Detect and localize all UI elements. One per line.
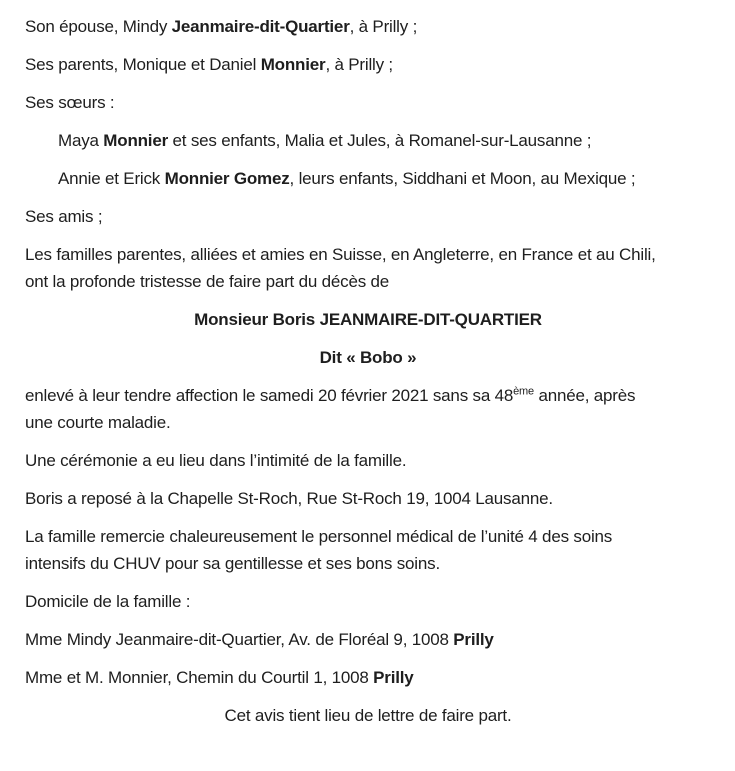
thanks-line-1: La famille remercie chaleureusement le personnel médical de l’unité 4 des soins — [25, 527, 613, 546]
deceased-nickname-title: Dit « Bobo » — [319, 348, 417, 367]
text-run: enlevé à leur tendre affection le samedi 20 février 2021 sans sa 48 — [25, 386, 514, 405]
text-run: Maya — [58, 131, 104, 150]
text-run: Mme Mindy Jeanmaire-dit-Quartier, Av. de Floréal 9, 1008 — [25, 630, 454, 649]
paragraph-sisters-header: Ses sœurs : — [25, 93, 115, 112]
paragraph-repose: Boris a reposé à la Chapelle St-Roch, Rue St-Roch 19, 1004 Lausanne. — [25, 489, 553, 508]
text-run: année, après — [533, 386, 636, 405]
paragraph-address-header: Domicile de la famille : — [25, 592, 191, 611]
paragraph-thanks — [25, 523, 711, 577]
thanks-line-2: intensifs du CHUV pour sa gentillesse et ses bons soins. — [25, 554, 440, 573]
paragraph-spouse — [25, 13, 711, 40]
text-run-bold: Monnier — [260, 55, 326, 74]
text-run-bold: Prilly — [453, 630, 494, 649]
ordinal-superscript: ème — [513, 385, 534, 398]
text-run-bold: Monnier Gomez — [164, 169, 290, 188]
text-run-bold: Prilly — [373, 668, 414, 687]
announcement-line-2: ont la profonde tristesse de faire part du décès de — [25, 272, 390, 291]
text-run: et ses enfants, Malia et Jules, à Romanel-sur-Lausanne ; — [168, 131, 592, 150]
announcement-line-1: Les familles parentes, alliées et amies en Suisse, en Angleterre, en France et au Chili, — [25, 245, 656, 264]
deceased-name-title: Monsieur Boris JEANMAIRE-DIT-QUARTIER — [194, 310, 542, 329]
text-run: , leurs enfants, Siddhani et Moon, au Mexique ; — [289, 169, 636, 188]
paragraph-ceremony: Une cérémonie a eu lieu dans l’intimité de la famille. — [25, 451, 407, 470]
death-details-line-2: une courte maladie. — [25, 413, 171, 432]
paragraph-announcement — [25, 241, 711, 295]
closing-line: Cet avis tient lieu de lettre de faire part. — [224, 706, 512, 725]
text-run: Mme et M. Monnier, Chemin du Courtil 1, 1008 — [25, 668, 374, 687]
death-details-line-1 — [25, 382, 711, 409]
paragraph-sister-2 — [25, 165, 711, 192]
text-run: Ses parents, Monique et Daniel — [25, 55, 261, 74]
text-run: Annie et Erick — [58, 169, 165, 188]
text-run: Son épouse, Mindy — [25, 17, 172, 36]
text-run: , à Prilly ; — [325, 55, 393, 74]
paragraph-death-details — [25, 382, 711, 436]
text-run-bold: Monnier — [103, 131, 169, 150]
paragraph-parents — [25, 51, 711, 78]
paragraph-address-1 — [25, 626, 711, 653]
paragraph-sister-1 — [25, 127, 711, 154]
text-run-bold: Jeanmaire-dit-Quartier — [171, 17, 350, 36]
paragraph-address-2 — [25, 664, 711, 691]
text-run: , à Prilly ; — [349, 17, 418, 36]
paragraph-friends: Ses amis ; — [25, 207, 103, 226]
